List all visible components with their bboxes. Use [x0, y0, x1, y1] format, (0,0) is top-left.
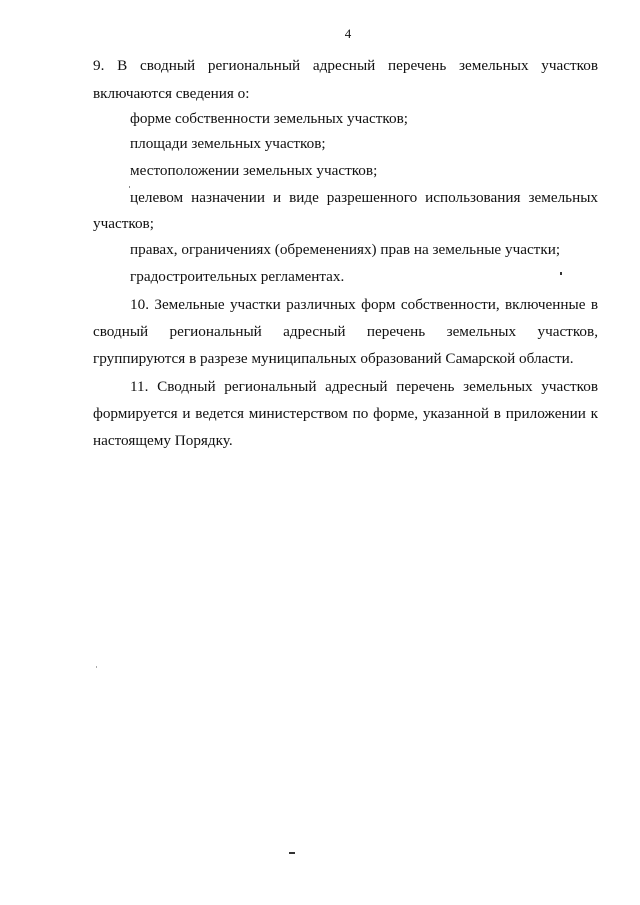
paragraph-9-line-2: включаются сведения о:	[93, 85, 250, 102]
paragraph-11-line-2: формируется и ведется министерством по форме, указанной в приложении к	[93, 405, 598, 422]
list-item-regulations: градостроительных регламентах.	[130, 268, 345, 285]
scan-speck	[96, 666, 97, 668]
paragraph-10-line-3: группируются в разрезе муниципальных образований Самарской области.	[93, 350, 574, 367]
paragraph-10-line-1: 10. Земельные участки различных форм собственности, включенные в	[130, 296, 598, 313]
list-item-purpose-line-2: участков;	[93, 215, 154, 232]
scan-speck	[129, 186, 130, 188]
list-item-rights: правах, ограничениях (обременениях) прав на земельные участки;	[130, 241, 561, 258]
paragraph-11-line-1: 11. Сводный региональный адресный перечень земельных участков	[130, 378, 598, 395]
scan-speck	[560, 272, 562, 275]
scan-speck	[289, 852, 295, 854]
list-item-ownership-form: форме собственности земельных участков;	[130, 110, 409, 127]
list-item-location: местоположении земельных участков;	[130, 162, 378, 179]
paragraph-9-line-1: 9. В сводный региональный адресный перечень земельных участков	[93, 57, 598, 74]
list-item-purpose-line-1: целевом назначении и виде разрешенного использования земельных	[130, 189, 598, 206]
paragraph-11-line-3: настоящему Порядку.	[93, 432, 233, 449]
list-item-area: площади земельных участков;	[130, 135, 326, 152]
page-number: 4	[344, 26, 352, 41]
paragraph-10-line-2: сводный региональный адресный перечень земельных участков,	[93, 323, 598, 340]
